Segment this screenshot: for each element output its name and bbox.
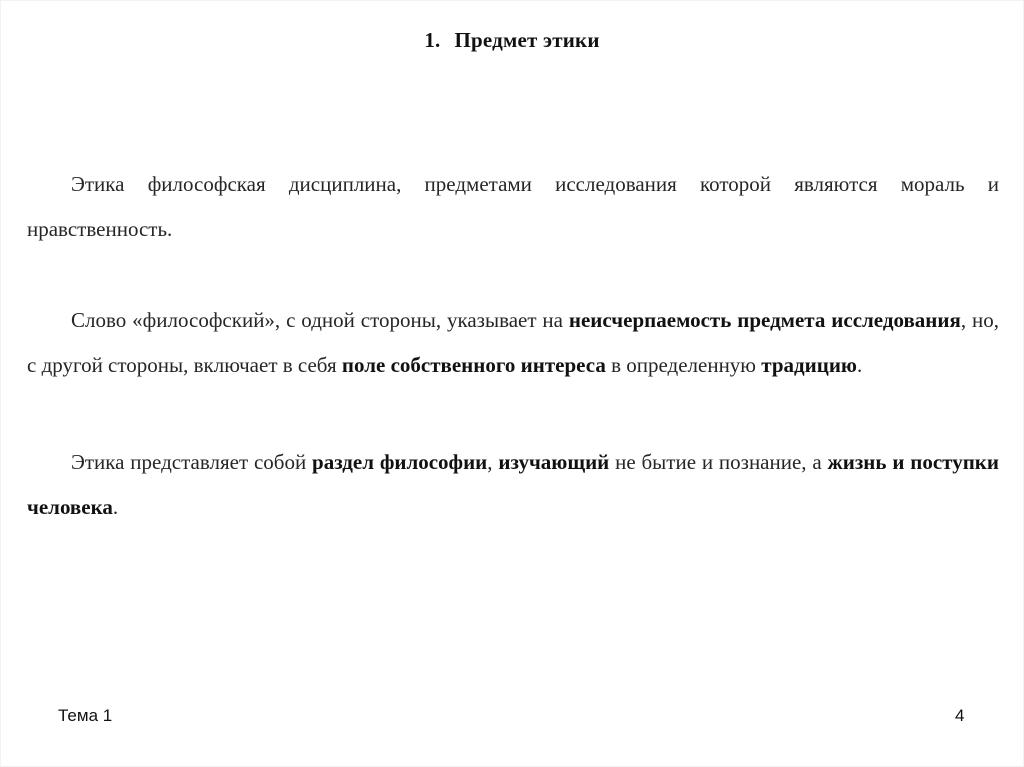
emphasis-segment: раздел философии bbox=[312, 450, 488, 474]
paragraph-ethics-section bbox=[27, 440, 999, 530]
paragraph-text bbox=[27, 298, 999, 388]
paragraph-definition bbox=[27, 162, 999, 252]
text-segment: Слово «философский», с одной стороны, указывает на bbox=[71, 308, 569, 332]
paragraph-word-philosophical bbox=[27, 298, 999, 388]
text-segment: , но, с другой стороны, включает в себя bbox=[27, 308, 999, 377]
text-segment: . bbox=[856, 353, 863, 377]
emphasis-segment: традицию bbox=[761, 353, 857, 377]
emphasis-segment: жизнь и поступки человека bbox=[27, 450, 1000, 519]
text-segment: не бытие и познание, а bbox=[609, 450, 828, 474]
emphasis-segment: изучающий bbox=[498, 450, 610, 474]
emphasis-segment: неисчерпаемость предмета исследования bbox=[568, 308, 961, 332]
slide-heading bbox=[0, 28, 1024, 53]
paragraph-text bbox=[27, 162, 999, 252]
footer-page-number: 4 bbox=[955, 706, 965, 725]
text-segment: . bbox=[112, 495, 119, 519]
text-segment: , bbox=[487, 450, 499, 474]
heading-title: Предмет этики bbox=[454, 28, 600, 52]
heading-number: 1. bbox=[424, 28, 441, 52]
text-segment: Этика представляет собой bbox=[71, 450, 313, 474]
paragraph-text bbox=[27, 440, 999, 530]
text-segment: Этика философская дисциплина, предметами исследования которой являются мораль и нравственность. bbox=[27, 172, 999, 241]
footer-topic: Тема 1 bbox=[58, 706, 113, 725]
text-segment: в определенную bbox=[605, 353, 762, 377]
emphasis-segment: поле собственного интереса bbox=[341, 353, 606, 377]
